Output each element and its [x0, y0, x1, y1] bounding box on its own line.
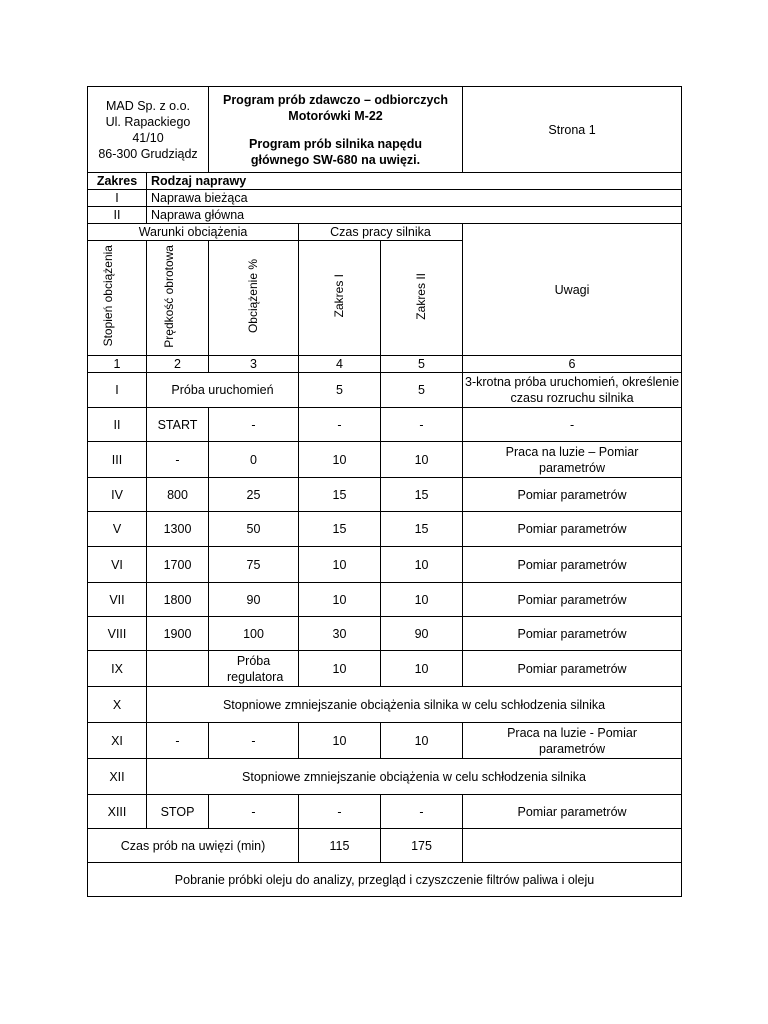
remarks-cell: Pomiar parametrów	[463, 583, 682, 617]
column-group-row	[88, 224, 682, 241]
range2-cell: 10	[381, 442, 463, 478]
header-row	[88, 87, 682, 173]
totals-range2: 175	[381, 829, 463, 863]
title-line-3: Program prób silnika napędu	[249, 136, 422, 151]
load-cell: 75	[209, 547, 299, 583]
repair-row	[88, 190, 682, 207]
speed-cell: -	[147, 442, 209, 478]
speed-cell: 1900	[147, 617, 209, 651]
merged-note-cell: Stopniowe zmniejszanie obciążenia w celu schłodzenia silnika	[147, 759, 682, 795]
speed-cell: STOP	[147, 795, 209, 829]
stage-cell: I	[88, 373, 147, 408]
table-row	[88, 795, 682, 829]
repair-scope: I	[88, 190, 147, 207]
remarks-cell: Pomiar parametrów	[463, 651, 682, 687]
footer-note: Pobranie próbki oleju do analizy, przegląd i czyszczenie filtrów paliwa i oleju	[88, 863, 682, 897]
table-row	[88, 547, 682, 583]
load-header-label: Obciążenie %	[246, 258, 260, 334]
remarks-cell: Pomiar parametrów	[463, 547, 682, 583]
table-row	[88, 617, 682, 651]
speed-header	[147, 241, 209, 356]
repair-type: Naprawa bieżąca	[147, 190, 682, 207]
range1-header-label: Zakres I	[332, 274, 346, 318]
stage-cell: VII	[88, 583, 147, 617]
stage-cell: X	[88, 687, 147, 723]
range2-cell: 10	[381, 583, 463, 617]
column-number: 6	[463, 356, 682, 373]
load-cell: 0	[209, 442, 299, 478]
column-number: 3	[209, 356, 299, 373]
load-cell: Próba regulatora	[209, 651, 299, 687]
load-cell: 90	[209, 583, 299, 617]
range2-cell: -	[381, 795, 463, 829]
remarks-cell: Praca na luzie – Pomiar parametrów	[463, 442, 682, 478]
stage-cell: II	[88, 408, 147, 442]
range1-cell: 10	[299, 723, 381, 759]
range2-cell: 15	[381, 512, 463, 547]
speed-cell	[147, 651, 209, 687]
range1-cell: 30	[299, 617, 381, 651]
title-line-2: Motorówki M-22	[288, 108, 383, 123]
company-street: Ul. Rapackiego	[105, 114, 191, 129]
stage-cell: IV	[88, 478, 147, 512]
range1-cell: -	[299, 408, 381, 442]
stage-cell: XI	[88, 723, 147, 759]
range2-cell: 10	[381, 547, 463, 583]
engine-time-header: Czas pracy silnika	[299, 224, 463, 241]
load-cell: -	[209, 723, 299, 759]
range1-cell: 10	[299, 547, 381, 583]
speed-cell: 1300	[147, 512, 209, 547]
remarks-cell: 3-krotna próba uruchomień, określenie czasu rozruchu silnika	[463, 373, 682, 408]
load-header	[209, 241, 299, 356]
repair-type: Naprawa główna	[147, 207, 682, 224]
speed-cell: START	[147, 408, 209, 442]
company-name: MAD Sp. z o.o.	[105, 98, 191, 113]
load-cell: -	[209, 408, 299, 442]
table-row	[88, 442, 682, 478]
range2-header	[381, 241, 463, 356]
range2-cell: 10	[381, 723, 463, 759]
stage-cell: XII	[88, 759, 147, 795]
document-title	[209, 87, 463, 173]
company-number: 41/10	[132, 130, 164, 145]
range2-cell: 5	[381, 373, 463, 408]
range1-cell: 10	[299, 651, 381, 687]
load-cell: 25	[209, 478, 299, 512]
repair-type-header: Rodzaj naprawy	[147, 173, 682, 190]
repair-scope-header: Zakres	[88, 173, 147, 190]
speed-cell: 1700	[147, 547, 209, 583]
repair-row	[88, 207, 682, 224]
merged-note-cell: Stopniowe zmniejszanie obciążenia silnika w celu schłodzenia silnika	[147, 687, 682, 723]
range2-cell: -	[381, 408, 463, 442]
column-number: 1	[88, 356, 147, 373]
speed-cell: -	[147, 723, 209, 759]
range1-cell: 10	[299, 442, 381, 478]
totals-row	[88, 829, 682, 863]
remarks-cell: Pomiar parametrów	[463, 617, 682, 651]
table-row	[88, 478, 682, 512]
stage-cell: V	[88, 512, 147, 547]
speed-cell: 800	[147, 478, 209, 512]
range2-cell: 10	[381, 651, 463, 687]
repair-scope: II	[88, 207, 147, 224]
range1-cell: 5	[299, 373, 381, 408]
remarks-header: Uwagi	[463, 224, 682, 356]
remarks-cell: Praca na luzie - Pomiar parametrów	[463, 723, 682, 759]
page-number: Strona 1	[463, 87, 682, 173]
range1-header	[299, 241, 381, 356]
range1-cell: 10	[299, 583, 381, 617]
table-row	[88, 651, 682, 687]
footer-row	[88, 863, 682, 897]
range2-cell: 15	[381, 478, 463, 512]
load-cell: -	[209, 795, 299, 829]
stage-header	[88, 241, 147, 356]
title-line-1: Program prób zdawczo – odbiorczych	[222, 92, 449, 107]
column-number: 5	[381, 356, 463, 373]
table-row	[88, 583, 682, 617]
stage-cell: VIII	[88, 617, 147, 651]
table-row	[88, 687, 682, 723]
table-row	[88, 373, 682, 408]
speed-header-label: Prędkość obrotowa	[161, 244, 176, 348]
load-cell: 100	[209, 617, 299, 651]
range1-cell: 15	[299, 478, 381, 512]
speed-cell: 1800	[147, 583, 209, 617]
repair-header-row	[88, 173, 682, 190]
remarks-cell: Pomiar parametrów	[463, 478, 682, 512]
table-row	[88, 408, 682, 442]
range1-cell: -	[299, 795, 381, 829]
stage-header-label: Stopień obciążenia	[101, 245, 115, 347]
range2-header-label: Zakres II	[414, 272, 429, 320]
stage-cell: XIII	[88, 795, 147, 829]
title-line-4: głównego SW-680 na uwięzi.	[250, 152, 421, 167]
totals-empty	[463, 829, 682, 863]
load-cell: 50	[209, 512, 299, 547]
table-row	[88, 723, 682, 759]
remarks-cell: Pomiar parametrów	[463, 512, 682, 547]
load-conditions-header: Warunki obciążenia	[88, 224, 299, 241]
column-number-row	[88, 356, 682, 373]
test-program-table	[87, 86, 682, 897]
table-row	[88, 759, 682, 795]
stage-cell: IX	[88, 651, 147, 687]
stage-cell: VI	[88, 547, 147, 583]
company-city: 86-300 Grudziądz	[98, 146, 198, 161]
remarks-cell: Pomiar parametrów	[463, 795, 682, 829]
company-address	[88, 87, 209, 173]
column-number: 2	[147, 356, 209, 373]
column-number: 4	[299, 356, 381, 373]
merged-cell: Próba uruchomień	[147, 373, 299, 408]
range2-cell: 90	[381, 617, 463, 651]
totals-label: Czas prób na uwięzi (min)	[88, 829, 299, 863]
totals-range1: 115	[299, 829, 381, 863]
remarks-cell: -	[463, 408, 682, 442]
table-row	[88, 512, 682, 547]
stage-cell: III	[88, 442, 147, 478]
range1-cell: 15	[299, 512, 381, 547]
